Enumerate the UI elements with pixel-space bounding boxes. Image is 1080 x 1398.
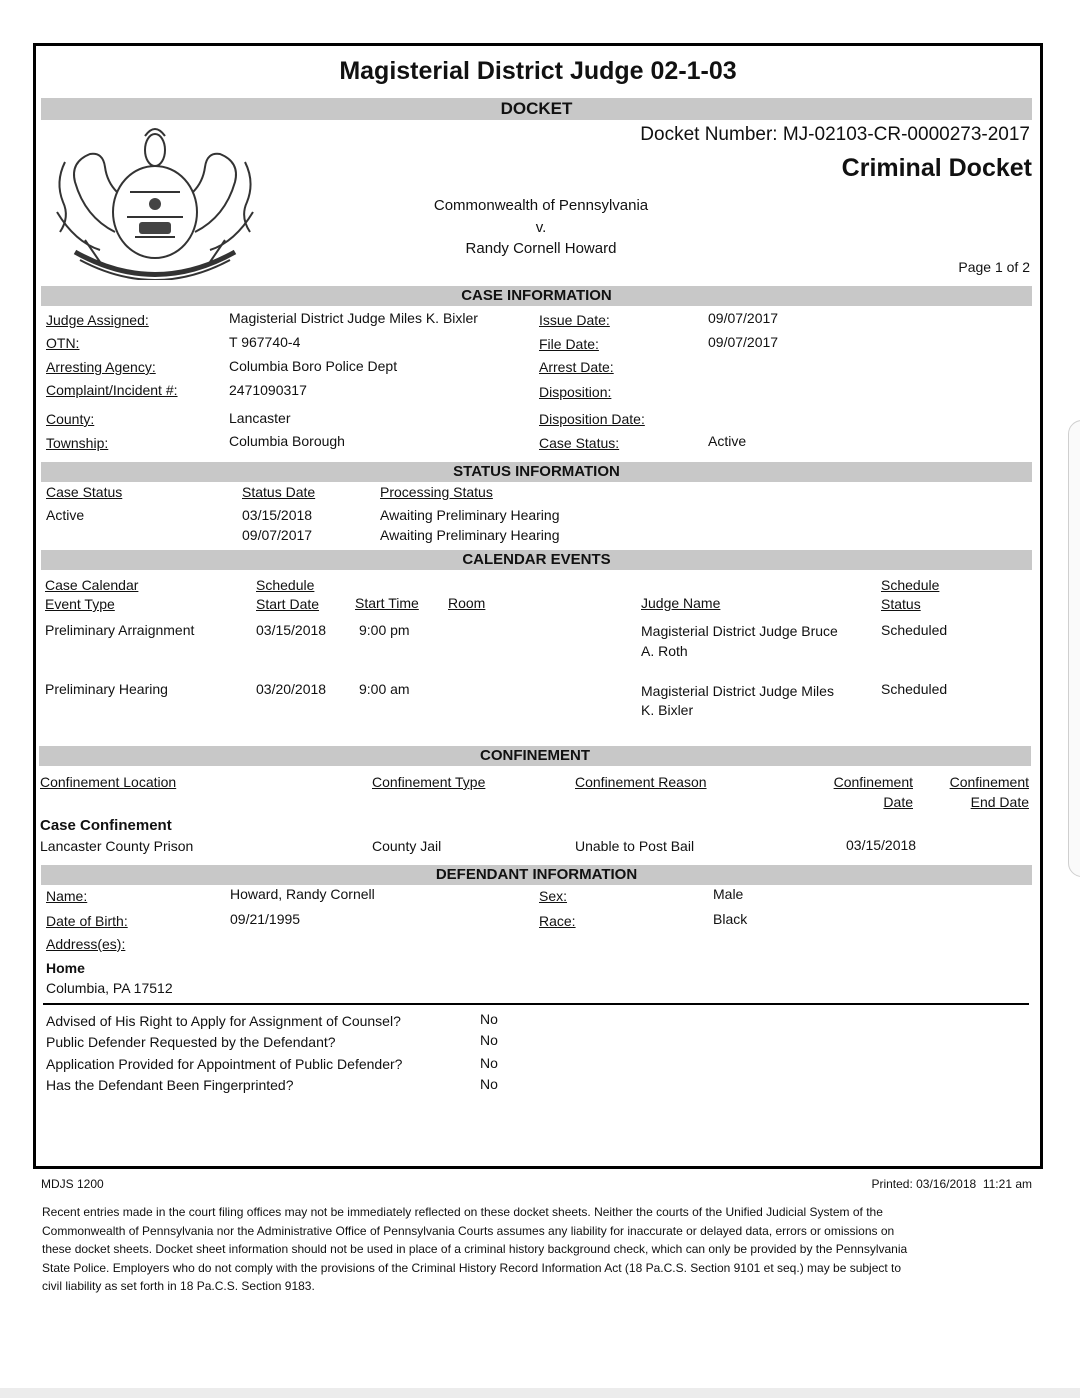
answer-4: No [480,1076,498,1092]
defendant-race-label: Race: [539,913,576,929]
calendar-judge-1a: Magisterial District Judge Bruce [641,623,838,639]
defendant-caption: Randy Cornell Howard [465,240,617,257]
confinement-col-type: Confinement Type [372,774,486,790]
calendar-date-1: 03/15/2018 [256,622,327,638]
judge-assigned-label: Judge Assigned: [46,312,149,328]
status-information-heading: STATUS INFORMATION [41,462,1032,482]
case-status-label: Case Status: [539,435,620,451]
otn-label: OTN: [46,335,80,351]
confinement-type: County Jail [372,838,442,854]
confinement-col-location: Confinement Location [40,774,177,790]
calendar-judge-2a: Magisterial District Judge Miles [641,683,834,699]
calendar-time-2: 9:00 am [359,681,410,697]
printed-timestamp: Printed: 03/16/2018 11:21 am [871,1177,1032,1191]
court-title: Magisterial District Judge 02-1-03 [339,57,737,85]
answer-2: No [480,1032,498,1048]
file-date-value: 09/07/2017 [708,334,779,350]
arresting-agency-value: Columbia Boro Police Dept [229,358,398,374]
calendar-col-judge: Judge Name [641,595,721,611]
defendant-address: Columbia, PA 17512 [46,980,173,996]
plaintiff-name: Commonwealth of Pennsylvania [433,197,649,214]
issue-date-value: 09/07/2017 [708,310,779,326]
confinement-reason: Unable to Post Bail [575,838,695,854]
calendar-event-2: Preliminary Hearing [45,681,168,697]
calendar-col-start-time: Start Time [355,595,419,611]
status-col-processing-status: Processing Status [380,484,493,500]
confinement-date: 03/15/2018 [846,837,917,853]
confinement-col-end-1: Confinement [949,774,1029,790]
question-1: Advised of His Right to Apply for Assignment of Counsel? [46,1013,401,1029]
question-2: Public Defender Requested by the Defendant? [46,1034,336,1050]
confinement-col-reason: Confinement Reason [575,774,707,790]
township-value: Columbia Borough [229,433,345,449]
calendar-status-1: Scheduled [881,622,948,638]
calendar-judge-1b: A. Roth [641,643,688,659]
defendant-divider [43,1003,1029,1005]
pennsylvania-seal-icon [45,122,265,280]
disposition-date-label: Disposition Date: [539,411,645,427]
confinement-location: Lancaster County Prison [40,838,194,854]
calendar-col-room: Room [448,595,486,611]
calendar-events-heading: CALENDAR EVENTS [41,550,1032,570]
calendar-col-status-1: Schedule [881,577,940,593]
county-label: County: [46,411,95,427]
page-number: Page 1 of 2 [958,259,1030,275]
judge-assigned-value: Magisterial District Judge Miles K. Bixler [229,310,478,326]
issue-date-label: Issue Date: [539,312,610,328]
docket-type: Criminal Docket [841,154,1032,182]
calendar-col-start-date-1: Schedule [256,577,315,593]
status-col-case-status: Case Status [46,484,123,500]
county-value: Lancaster [229,410,291,426]
township-label: Township: [46,435,109,451]
defendant-name-label: Name: [46,888,88,904]
calendar-event-1: Preliminary Arraignment [45,622,195,638]
bottom-strip [0,1388,1080,1398]
defendant-sex-value: Male [713,886,744,902]
question-3: Application Provided for Appointment of Public Defender? [46,1056,403,1072]
status-date-2: 09/07/2017 [242,527,313,543]
answer-3: No [480,1055,498,1071]
calendar-col-event-type-1: Case Calendar [45,577,139,593]
processing-status-2: Awaiting Preliminary Hearing [380,527,560,543]
confinement-col-date-1: Confinement [833,774,913,790]
defendant-name-value: Howard, Randy Cornell [230,886,375,902]
calendar-time-1: 9:00 pm [359,622,410,638]
calendar-status-2: Scheduled [881,681,948,697]
calendar-col-event-type-2: Event Type [45,596,115,612]
status-case-status-value: Active [46,507,85,523]
disclaimer-text: Recent entries made in the court filing offices may not be immediately reflected on these docket sheets. Neither the courts of the Unified Judicial System of the Commonwealth of Pennsylvania nor the Administrative Office of Pennsylvania Courts assumes any liability for inaccurate or delayed data, errors or omissions on these docket sheets. Docket sheet information should not be used in place of a criminal history background check, which can only be provided by the Pennsylvania State Police. Employers who do not comply with the provisions of the Criminal History Record Information Act (18 Pa.C.S. Section 9101 et seq.) may be subject to civil liability as set forth in 18 Pa.C.S. Section 9183. [42,1205,908,1293]
defendant-race-value: Black [713,911,748,927]
status-date-1: 03/15/2018 [242,507,313,523]
defendant-dob-label: Date of Birth: [46,913,128,929]
case-status-value: Active [708,433,747,449]
calendar-col-start-date-2: Start Date [256,596,320,612]
calendar-date-2: 03/20/2018 [256,681,327,697]
docket-bar: DOCKET [41,98,1032,120]
defendant-sex-label: Sex: [539,888,568,904]
defendant-address-type: Home [46,960,85,976]
file-date-label: File Date: [539,336,599,352]
confinement-heading: CONFINEMENT [39,746,1031,766]
case-information-heading: CASE INFORMATION [41,286,1032,306]
processing-status-1: Awaiting Preliminary Hearing [380,507,560,523]
complaint-number-value: 2471090317 [229,382,307,398]
confinement-col-end-2: End Date [970,794,1029,810]
arrest-date-label: Arrest Date: [539,359,614,375]
defendant-address-label: Address(es): [46,936,126,952]
arresting-agency-label: Arresting Agency: [46,359,156,375]
answer-1: No [480,1011,498,1027]
question-4: Has the Defendant Been Fingerprinted? [46,1077,294,1093]
defendant-dob-value: 09/21/1995 [230,911,301,927]
calendar-judge-2b: K. Bixler [641,702,694,718]
complaint-number-label: Complaint/Incident #: [46,382,178,398]
case-confinement-subheading: Case Confinement [40,817,172,834]
status-col-status-date: Status Date [242,484,316,500]
disposition-label: Disposition: [539,384,612,400]
form-number: MDJS 1200 [41,1177,104,1191]
defendant-information-heading: DEFENDANT INFORMATION [41,865,1032,885]
side-scroll-handle[interactable] [1068,420,1080,877]
confinement-col-date-2: Date [883,794,913,810]
versus-label: v. [535,219,547,236]
otn-value: T 967740-4 [229,334,301,350]
docket-number: Docket Number: MJ-02103-CR-0000273-2017 [640,124,1030,145]
calendar-col-status-2: Status [881,596,921,612]
